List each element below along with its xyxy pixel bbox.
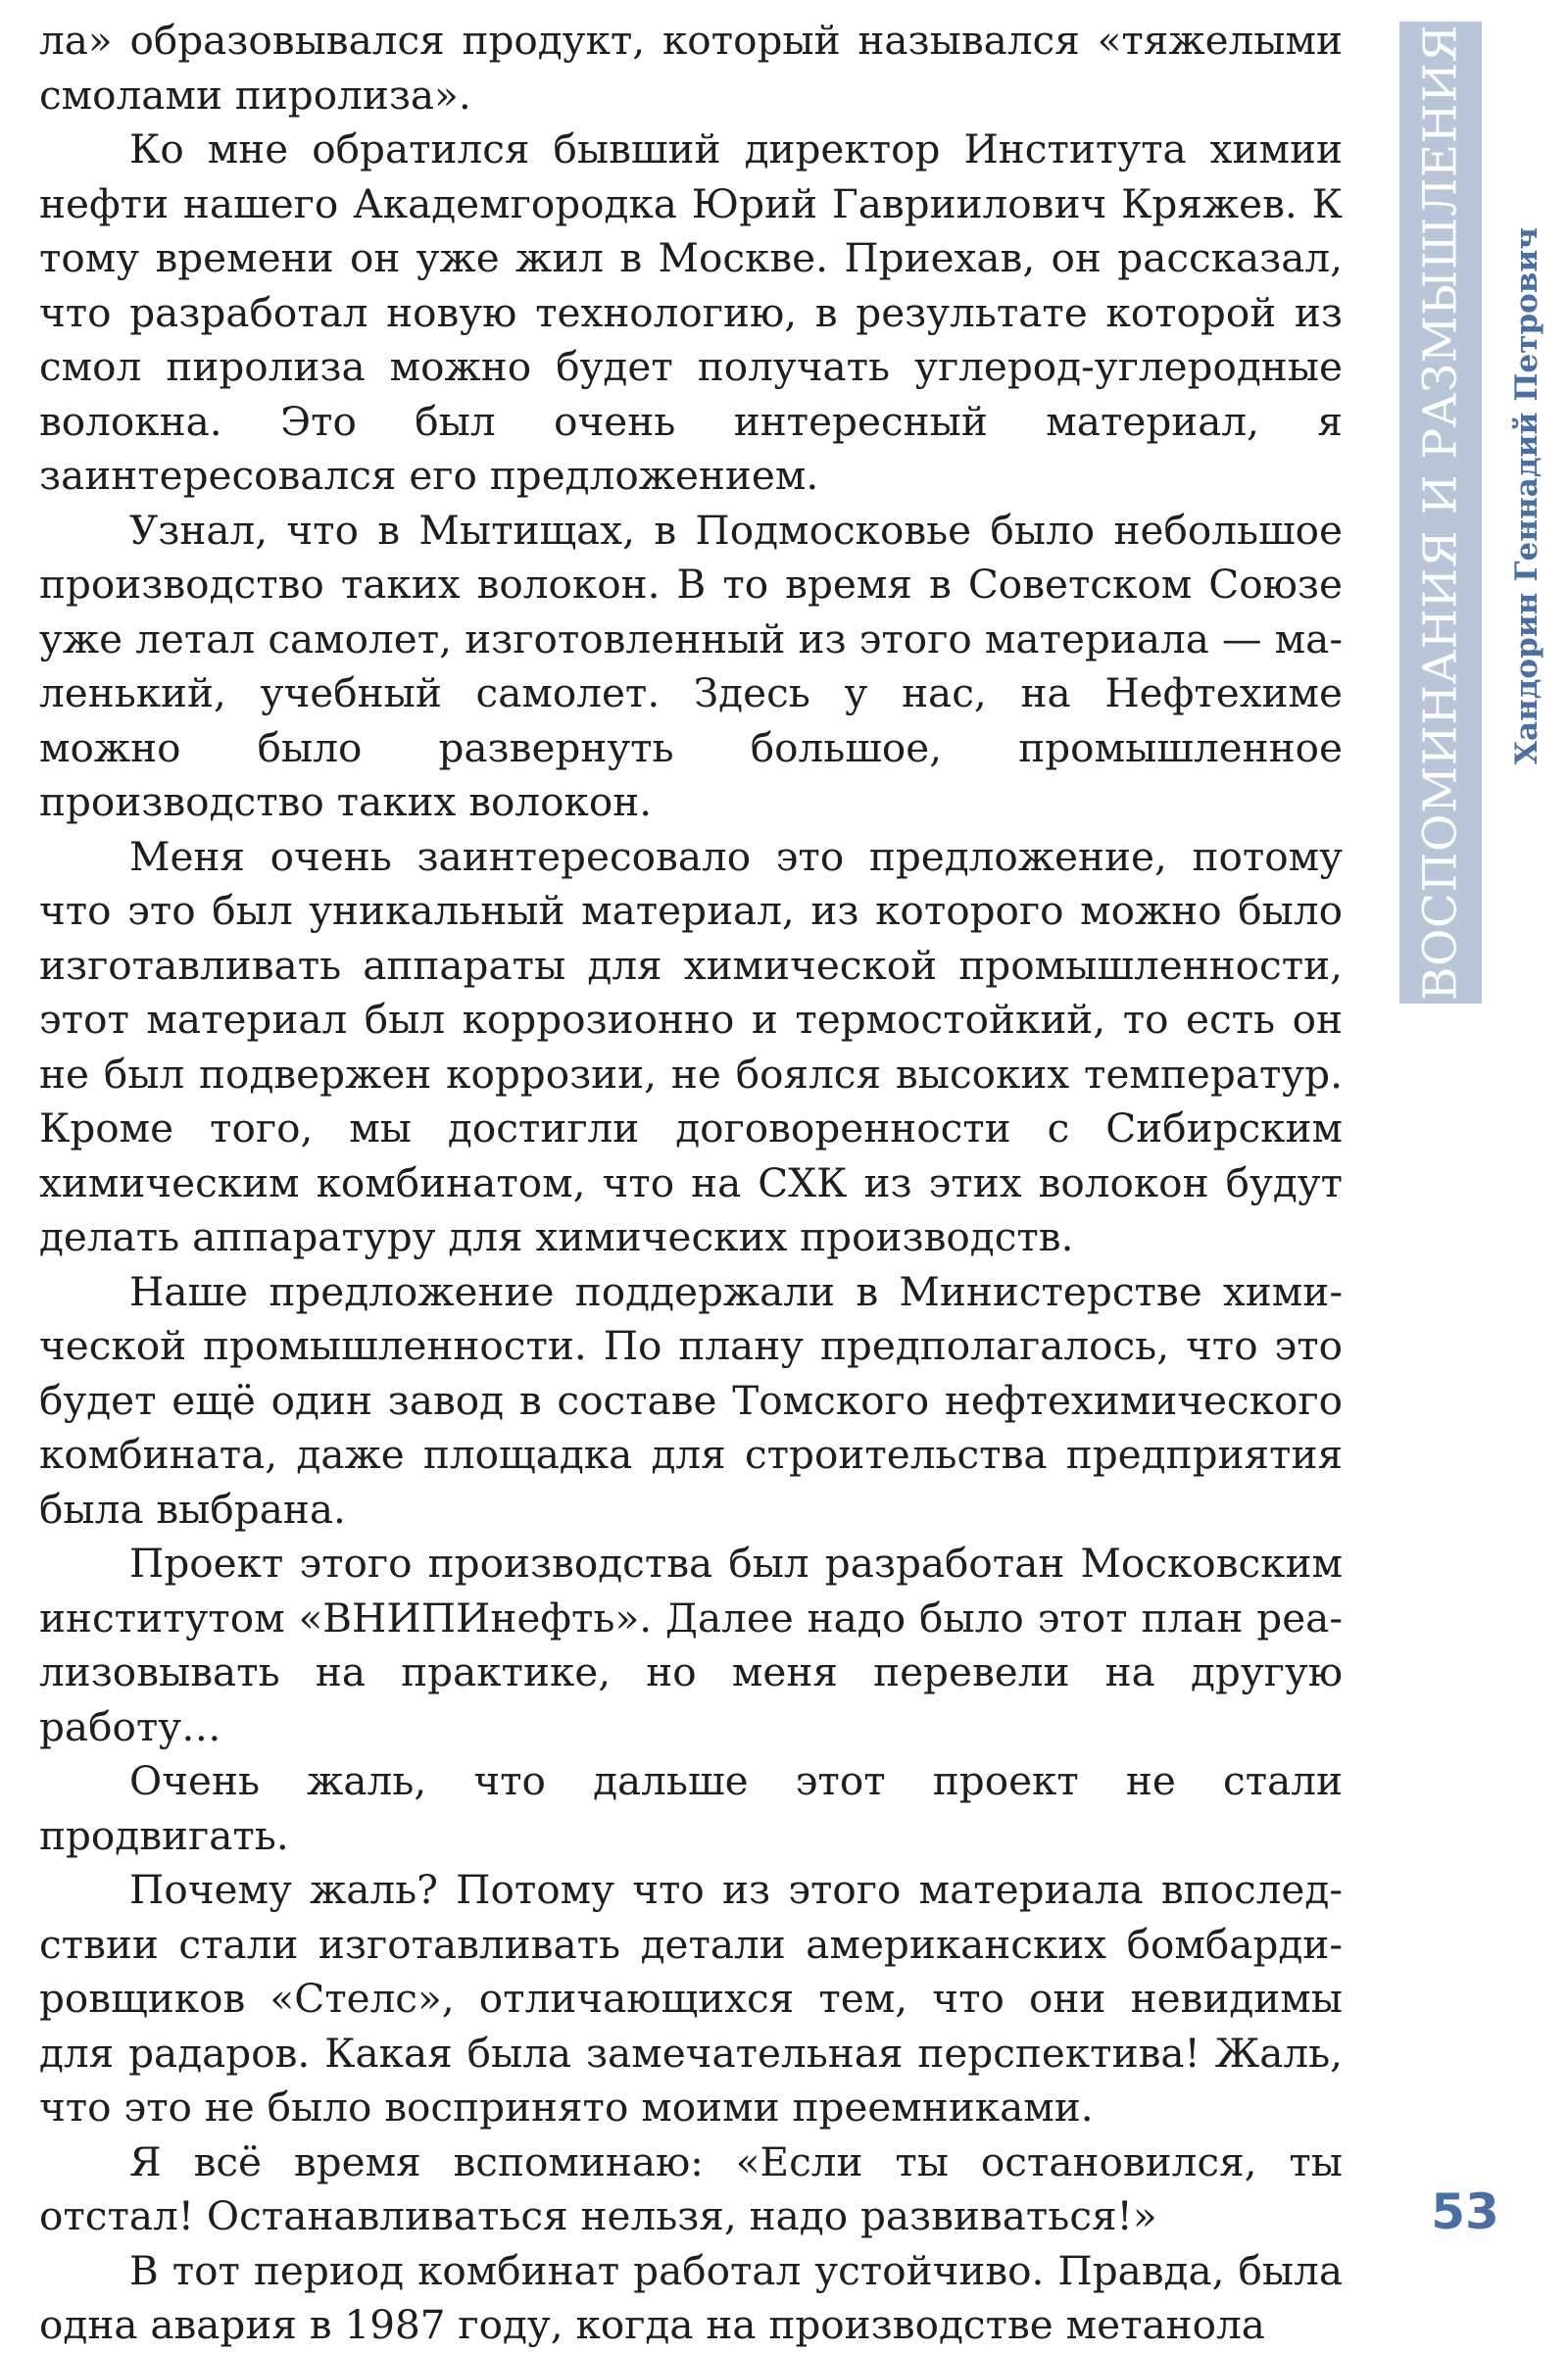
paragraph: Меня очень заинтересовало это предложение, потому что это был уникальный материал, из которого можно было изготавливать аппараты для химической промышленности, этот материал был коррозионно и термостойкий, то есть он не был подвержен коррозии, не боялся высоких температур. Кроме того, мы достигли договоренности с Сибирским химическим комбинатом, что на СХК из этих волокон будут делать аппаратуру для химических производств. xyxy=(39,832,1343,1260)
paragraph: Наше предложение поддержали в Министерстве химической промышленности. По плану предполагалось, что это будет ещё один завод в составе Томского нефтехимического комбината, даже площадка для строительства предприятия была выбрана. xyxy=(39,1267,1343,1533)
page-number: 53 xyxy=(1431,2183,1499,2240)
paragraph: Почему жаль? Потому что из этого материала впоследствии стали изготавливать детали американских бомбардировщиков «Стелс», отличающихся тем, что они невидимы для радаров. Какая была замечательная перспектива! Жаль, что это не было воспринято моими преемниками. xyxy=(39,1866,1343,2131)
paragraph: Ко мне обратился бывший директор Института химии нефти нашего Академгородка Юрий Гавриилович Кряжев. К тому времени он уже жил в Москве. Приехав, он рассказал, что разработал новую технологию, в результате которой из смол пиролиза можно будет получать углерод-углеродные волокна. Это был очень интересный материал, я заинтересовался его предложением. xyxy=(39,125,1343,499)
section-title: ВОСПОМИНАНИЯ И РАЗМЫШЛЕНИЯ xyxy=(1413,24,1468,1002)
paragraph: Проект этого производства был разработан Московским институтом «ВНИПИнефть». Далее надо было этот план реализовывать на практике, но меня перевели на другую работу… xyxy=(39,1540,1343,1750)
author-name: Хандорин Геннадий Петрович xyxy=(1509,226,1544,765)
paragraph: Я всё время вспоминаю: «Если ты остановился, ты отстал! Останавливаться нельзя, надо развиваться!» xyxy=(39,2137,1343,2239)
paragraph-continued: ла» образовывался продукт, который назывался «тяжелыми смолами пиролиза». xyxy=(39,17,1343,119)
paragraph: В тот период комбинат работал устойчиво. Правда, была одна авария в 1987 году, когда на производстве метанола xyxy=(39,2246,1343,2348)
body-text xyxy=(39,14,1343,2353)
paragraph: Узнал, что в Мытищах, в Подмосковье было небольшое производство таких волокон. В то время в Советском Союзе уже летал самолет, изготовленный из этого материала — маленький, учебный самолет. Здесь у нас, на Нефтехиме можно было развернуть большое, промышленное производство таких волокон. xyxy=(39,506,1343,825)
section-tab xyxy=(1399,22,1482,1004)
paragraph: Очень жаль, что дальше этот проект не стали продвигать. xyxy=(39,1757,1343,1859)
